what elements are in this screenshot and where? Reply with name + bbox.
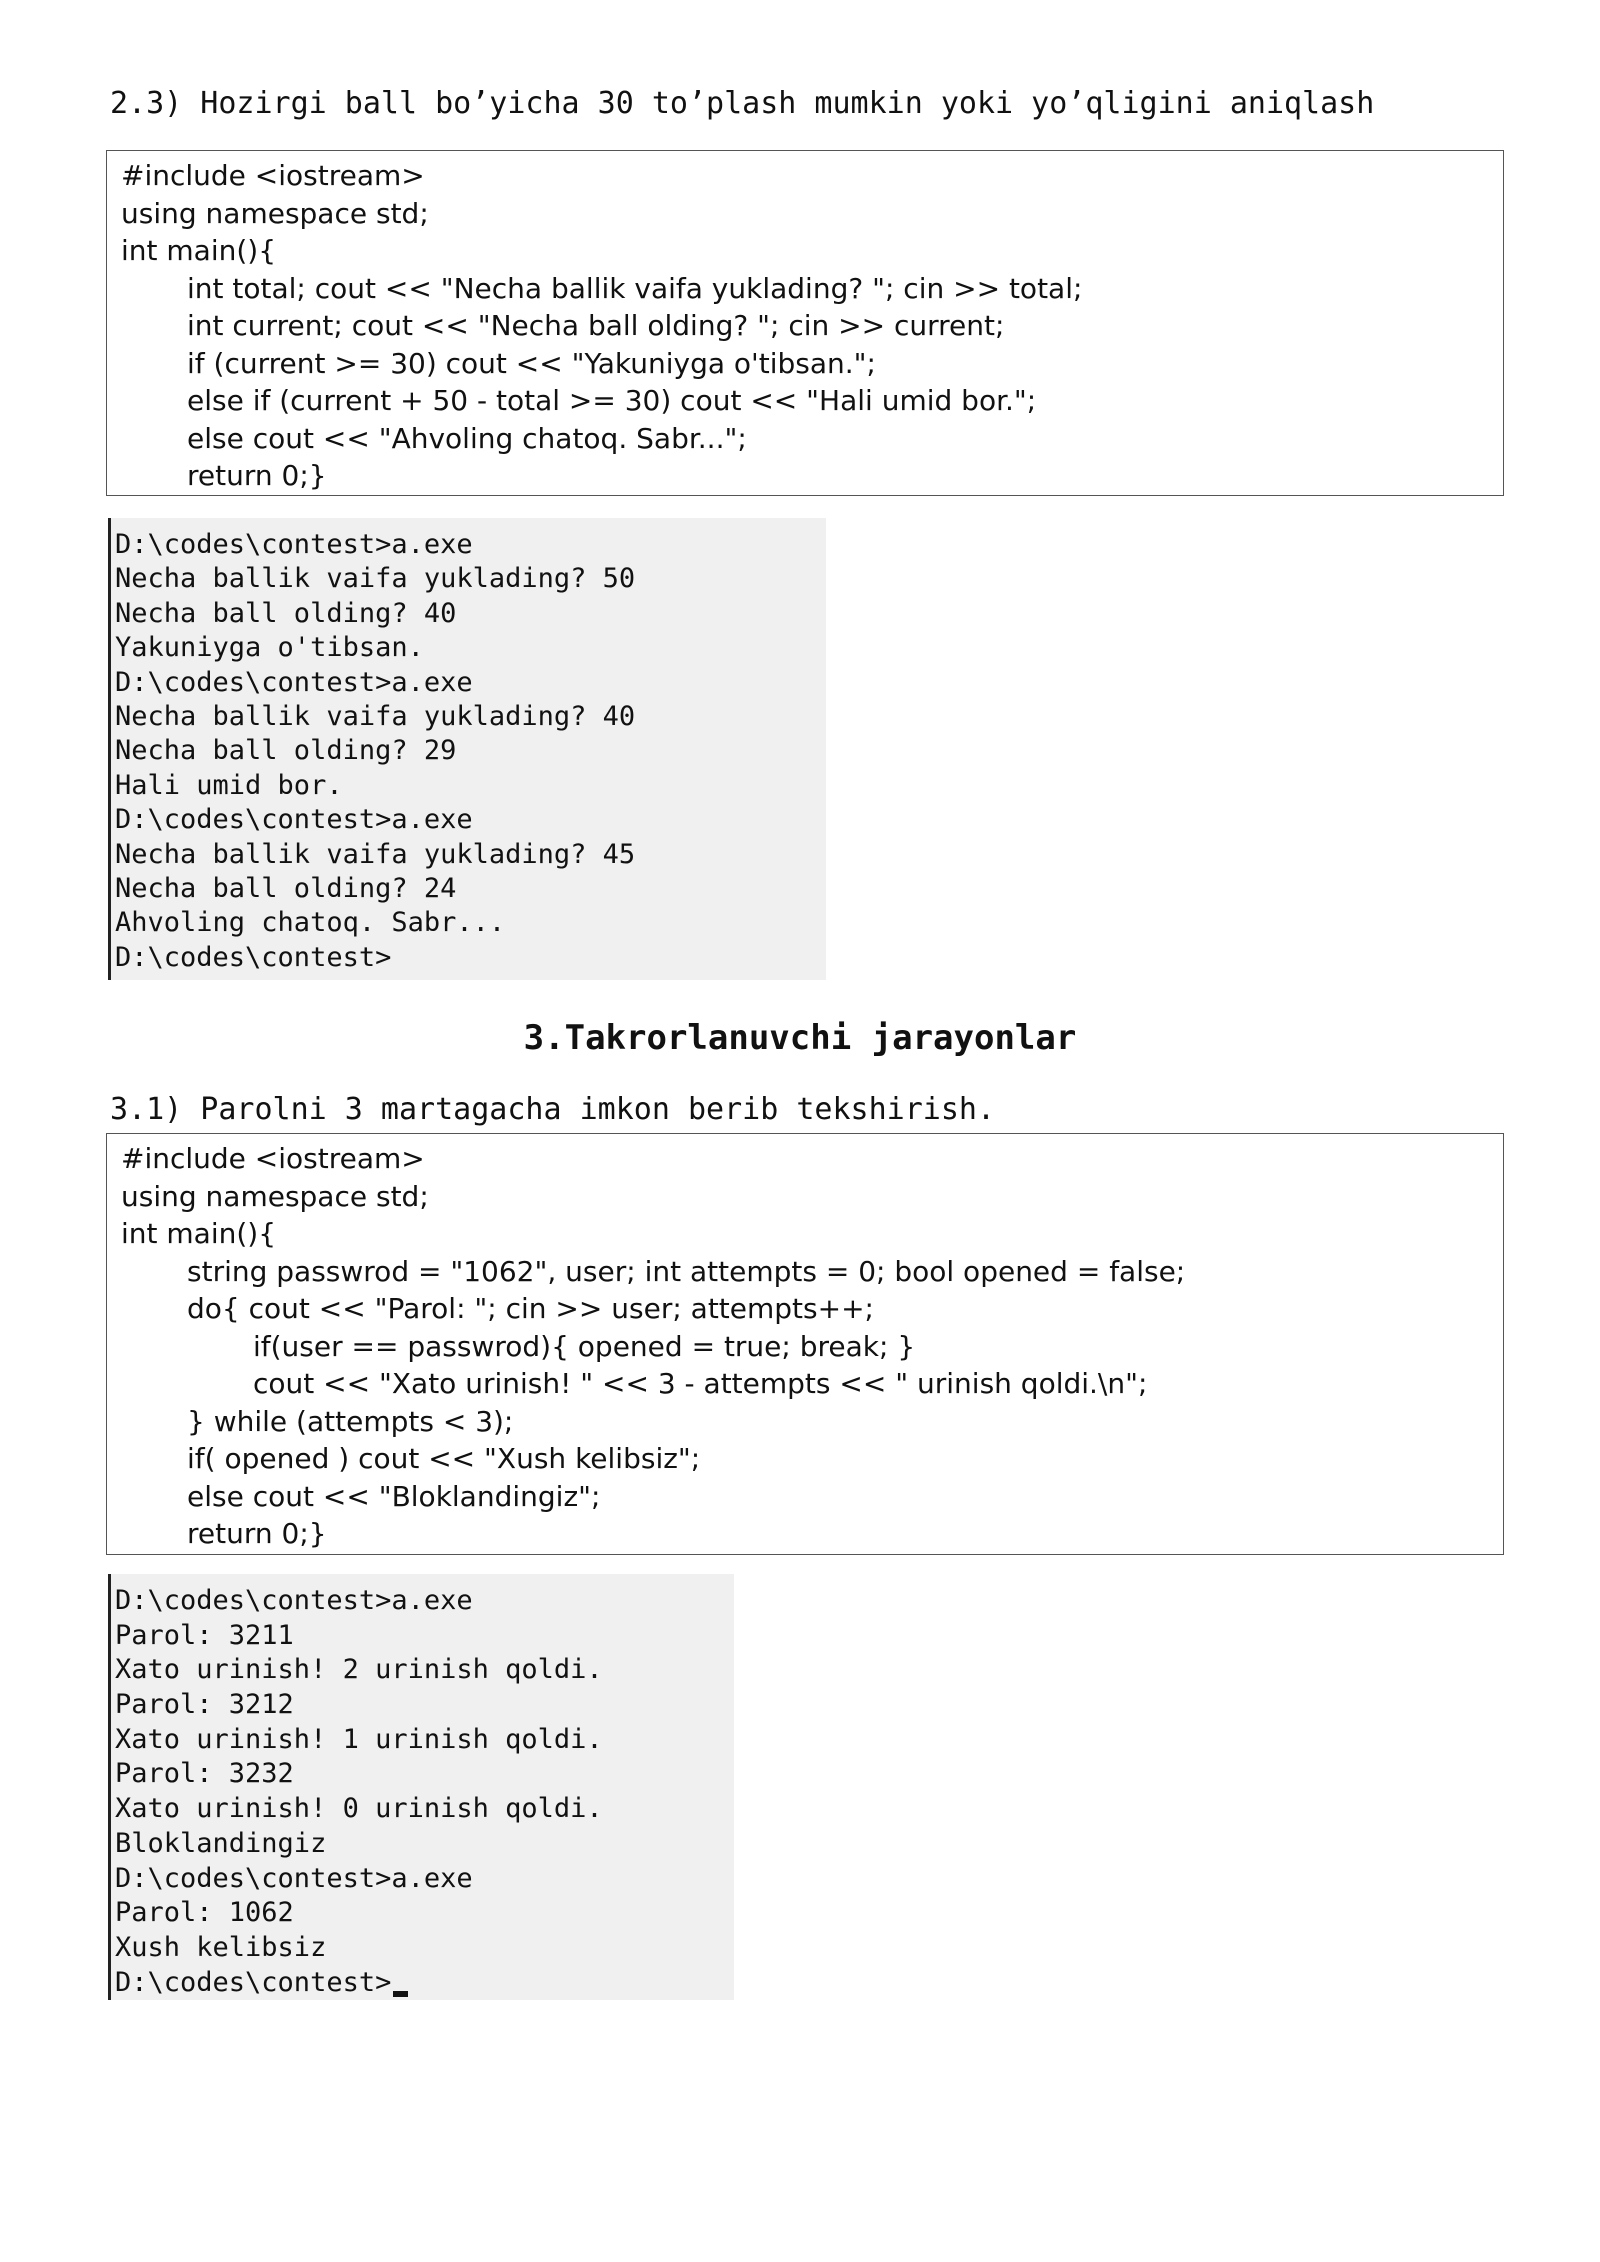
section-2-3-heading: 2.3) Hozirgi ball bo’yicha 30 to’plash mumkin yoki yo’qligini aniqlash <box>110 86 1375 121</box>
code-line: return 0;} <box>187 459 327 492</box>
console-output-3-1 <box>108 1574 734 2000</box>
console-line: Parol: 3212 <box>115 1689 294 1721</box>
code-line: int main(){ <box>121 1217 277 1250</box>
console-line: Necha ball olding? 29 <box>115 735 457 767</box>
code-line: if(user == passwrod){ opened = true; break; } <box>253 1329 916 1363</box>
code-line: else if (current + 50 - total >= 30) cout << "Hali umid bor."; <box>187 384 1037 417</box>
code-line: int main(){ <box>121 234 277 267</box>
console-line: D:\codes\contest>a.exe <box>115 1585 473 1616</box>
console-prompt: D:\codes\contest> <box>115 1966 392 1998</box>
code-line: else cout << "Bloklandingiz"; <box>187 1479 601 1513</box>
chapter-title: 3.Takrorlanuvchi jarayonlar <box>523 1018 1077 1058</box>
console-line: D:\codes\contest>a.exe <box>115 529 473 560</box>
code-line: else cout << "Ahvoling chatoq. Sabr..."; <box>187 421 747 455</box>
console-line: D:\codes\contest>a.exe <box>115 666 473 698</box>
console-line: D:\codes\contest> <box>115 941 392 973</box>
code-line: #include <iostream> <box>121 159 425 192</box>
code-block-2-3 <box>106 150 1504 496</box>
console-line: Parol: 3232 <box>115 1758 294 1790</box>
code-line: using namespace std; <box>121 196 429 230</box>
console-line: Necha ballik vaifa yuklading? 40 <box>115 700 636 732</box>
console-line: Necha ball olding? 40 <box>115 597 457 629</box>
code-line: #include <iostream> <box>121 1142 425 1175</box>
console-line: Xato urinish! 1 urinish qoldi. <box>115 1723 603 1755</box>
code-line: using namespace std; <box>121 1179 429 1213</box>
cursor-icon <box>393 1991 408 1997</box>
section-3-1-heading: 3.1) Parolni 3 martagacha imkon berib tekshirish. <box>110 1092 996 1127</box>
console-line: Xato urinish! 0 urinish qoldi. <box>115 1793 603 1825</box>
console-line: Necha ballik vaifa yuklading? 45 <box>115 838 636 870</box>
code-line: string passwrod = "1062", user; int attempts = 0; bool opened = false; <box>187 1254 1186 1288</box>
console-line: Necha ball olding? 24 <box>115 872 457 904</box>
console-line: D:\codes\contest>a.exe <box>115 804 473 836</box>
console-line: Xato urinish! 2 urinish qoldi. <box>115 1654 603 1686</box>
console-output-2-3 <box>108 518 826 980</box>
console-line: Ahvoling chatoq. Sabr... <box>115 907 506 939</box>
console-line: Parol: 1062 <box>115 1897 294 1929</box>
console-line: Necha ballik vaifa yuklading? 50 <box>115 563 636 595</box>
code-line: int total; cout << "Necha ballik vaifa yuklading? "; cin >> total; <box>187 271 1083 305</box>
code-line: } while (attempts < 3); <box>187 1404 514 1438</box>
code-line: int current; cout << "Necha ball olding? "; cin >> current; <box>187 309 1005 342</box>
code-line: cout << "Xato urinish! " << 3 - attempts << " urinish qoldi.\n"; <box>253 1367 1148 1400</box>
code-line: if (current >= 30) cout << "Yakuniyga o'tibsan."; <box>187 346 876 380</box>
code-block-3-1 <box>106 1133 1504 1555</box>
code-line: if( opened ) cout << "Xush kelibsiz"; <box>187 1442 701 1475</box>
console-line: D:\codes\contest>a.exe <box>115 1862 473 1894</box>
code-line: return 0;} <box>187 1517 327 1550</box>
console-line: Parol: 3211 <box>115 1619 294 1651</box>
console-prompt-line <box>115 1966 734 2001</box>
console-line: Yakuniyga o'tibsan. <box>115 632 424 664</box>
console-line: Hali umid bor. <box>115 769 343 801</box>
code-line: do{ cout << "Parol: "; cin >> user; attempts++; <box>187 1292 874 1325</box>
console-line: Bloklandingiz <box>115 1827 327 1859</box>
console-line: Xush kelibsiz <box>115 1931 327 1963</box>
